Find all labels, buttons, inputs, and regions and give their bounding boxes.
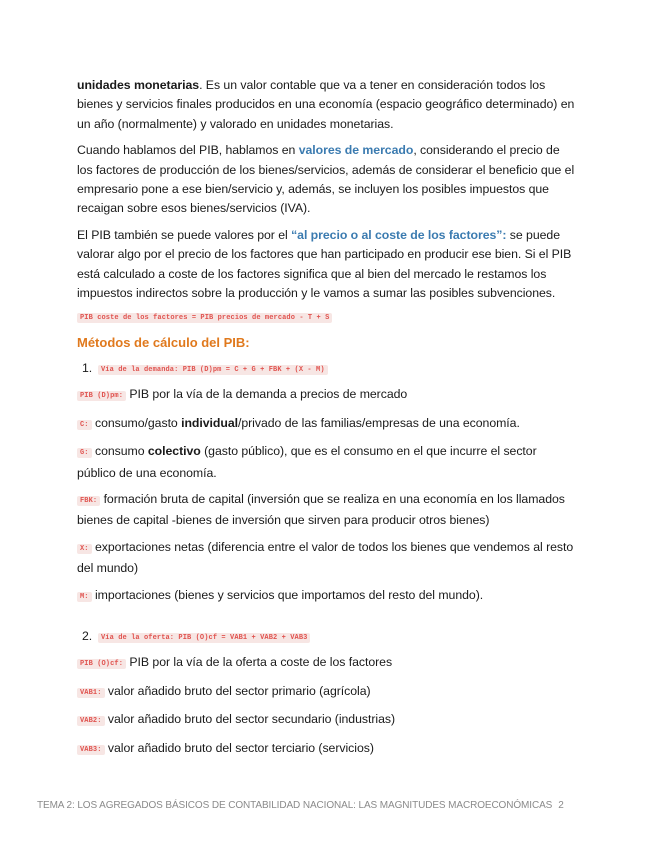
- method1-item-pib: [77, 385, 577, 406]
- method2-title: [77, 627, 577, 648]
- code-label: X:: [77, 544, 92, 554]
- item-text: formación bruta de capital (inversión que se realiza en una economía en los llamados bienes de capital -bienes de inversión que sirven para producir otros bienes): [77, 491, 565, 528]
- method1-item-fbk: [77, 490, 577, 531]
- item-text: consumo/gasto: [91, 415, 182, 430]
- list-number: 1.: [82, 360, 93, 375]
- method2-item-vab1: [77, 682, 577, 703]
- page-footer: [37, 800, 617, 811]
- page-number: 2: [558, 800, 564, 811]
- footer-title: TEMA 2: LOS AGREGADOS BÁSICOS DE CONTABILIDAD NACIONAL: LAS MAGNITUDES MACROECONÓMICAS: [37, 800, 553, 811]
- highlight-term: valores de mercado: [298, 143, 414, 158]
- document-body: [77, 76, 577, 767]
- item-text: PIB por la vía de la demanda a precios de mercado: [126, 387, 408, 402]
- paragraph-text: , considerando el precio de los factores de producción de los bienes/servicios, además de considerar el beneficio que el empresario pone a ese bien/servicio y, además, se incluyen los posibles impuestos que recaigan sobre esos bienes/servicios (IVA).: [77, 143, 575, 216]
- paragraph-text: . Es un valor contable que va a tener en consideración todos los bienes y servicios finales producidos en una economía (espacio geográfico determinado) en un año (normalmente) y valorado en unidades monetarias.: [77, 78, 575, 131]
- code-label: VAB2:: [77, 716, 105, 726]
- item-text: exportaciones netas (diferencia entre el valor de todos los bienes que vendemos al resto del mundo): [77, 539, 574, 576]
- method2-item-pib: [77, 653, 577, 674]
- method1-title: [77, 359, 577, 380]
- method2-item-vab2: [77, 710, 577, 731]
- formula-factor-cost: [77, 307, 577, 328]
- bold-term: unidades monetarias: [77, 78, 200, 92]
- method2-item-vab3: [77, 739, 577, 760]
- paragraph-factor-cost: [77, 226, 577, 304]
- code-formula: Vía de la demanda: PIB (D)pm = C + G + FBK + (X - M): [98, 365, 328, 375]
- item-text: consumo: [91, 444, 148, 459]
- bold-term: individual: [181, 415, 238, 430]
- paragraph-market-values: [77, 141, 577, 219]
- code-formula: Vía de la oferta: PIB (O)cf = VAB1 + VAB2 + VAB3: [98, 633, 310, 643]
- code-label: C:: [77, 420, 92, 430]
- code-label: PIB (O)cf:: [77, 659, 126, 669]
- method1-item-m: [77, 586, 577, 607]
- paragraph-text: Cuando hablamos del PIB, hablamos en: [77, 143, 299, 158]
- code-label: G:: [77, 448, 92, 458]
- code-label: PIB (D)pm:: [77, 391, 126, 401]
- method1-item-x: [77, 538, 577, 579]
- item-text: /privado de las familias/empresas de una economía.: [237, 415, 520, 430]
- item-text: valor añadido bruto del sector terciario (servicios): [104, 740, 374, 755]
- methods-heading: Métodos de cálculo del PIB:: [77, 334, 250, 350]
- method1-item-c: [77, 414, 577, 435]
- code-label: FBK:: [77, 496, 100, 506]
- code-label: M:: [77, 592, 92, 602]
- list-number: 2.: [82, 628, 93, 643]
- paragraph-text: se puede valorar algo por el precio de los factores que han participado en producir ese bien. Si el PIB está calculado a coste de los factores significa que al bien del mercado le restamos los impuestos indirectos sobre la producción y le vamos a sumar las posibles subvenciones.: [77, 227, 572, 301]
- code-label: VAB3:: [77, 745, 105, 755]
- paragraph-text: El PIB también se puede valores por el: [77, 227, 292, 242]
- paragraph-pib-definition: [77, 76, 577, 134]
- item-text: (gasto público), que es el consumo en el que incurre el sector público de una economía.: [77, 444, 537, 480]
- item-text: valor añadido bruto del sector secundario (industrias): [104, 712, 396, 727]
- item-text: PIB por la vía de la oferta a coste de los factores: [126, 655, 393, 670]
- item-text: valor añadido bruto del sector primario (agrícola): [104, 683, 371, 698]
- bold-term: colectivo: [147, 444, 201, 459]
- highlight-term: “al precio o al coste de los factores”:: [291, 227, 507, 242]
- item-text: importaciones (bienes y servicios que importamos del resto del mundo).: [91, 587, 484, 602]
- code-formula: PIB coste de los factores = PIB precios de mercado - T + S: [77, 313, 332, 323]
- code-label: VAB1:: [77, 688, 105, 698]
- method1-item-g: [77, 442, 577, 483]
